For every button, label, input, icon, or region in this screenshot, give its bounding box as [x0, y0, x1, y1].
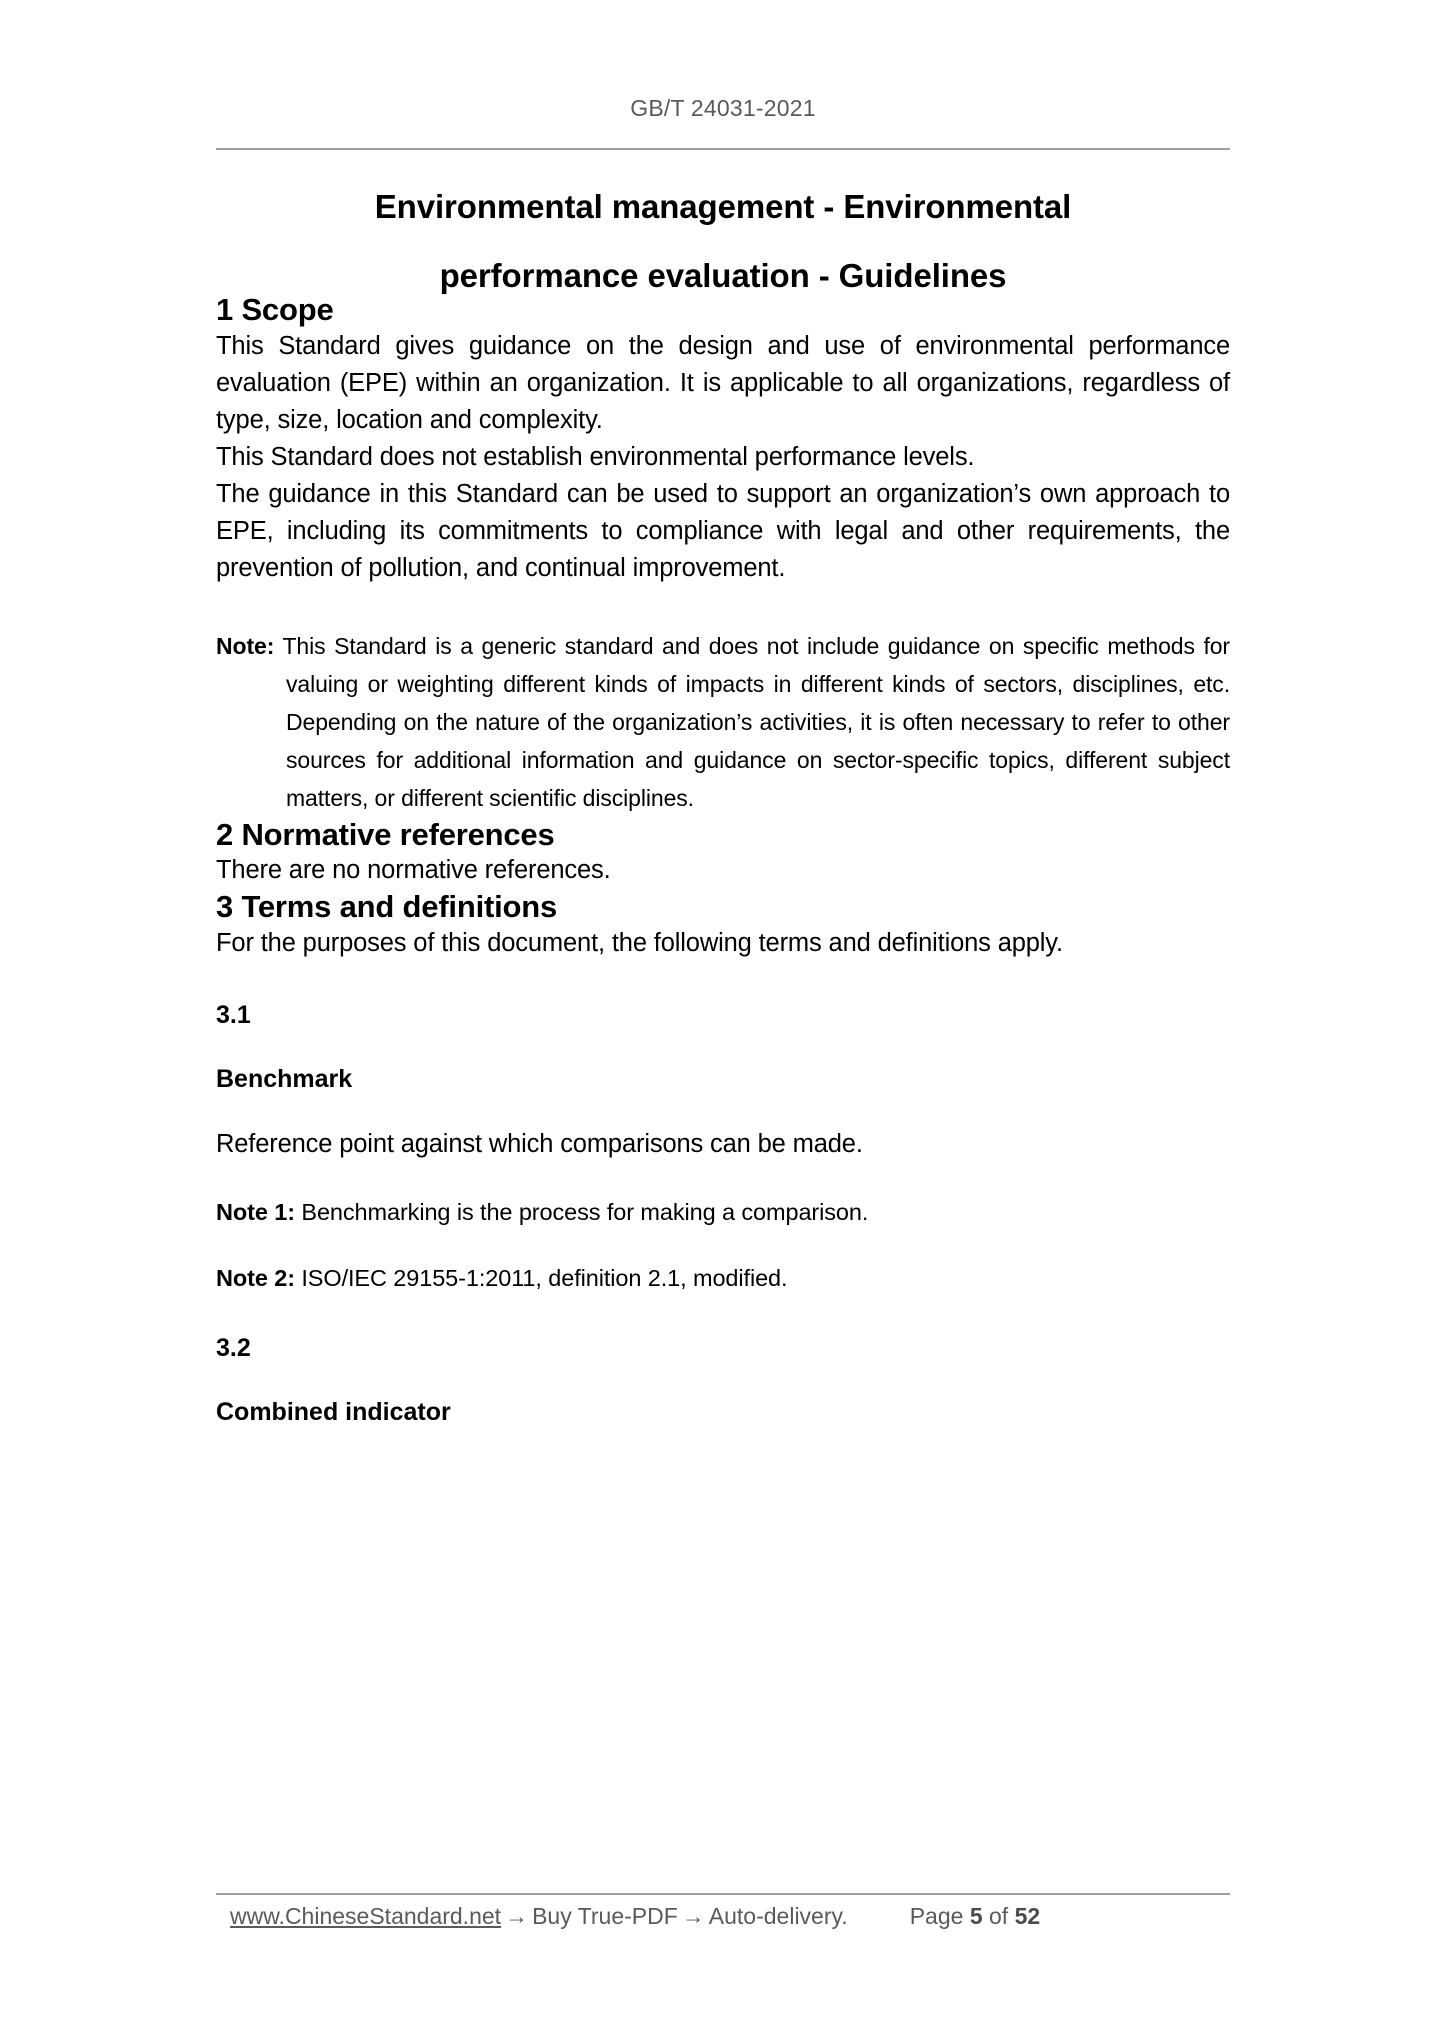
footer-delivery-label: Auto-delivery. [708, 1903, 848, 1929]
normative-references-paragraph: There are no normative references. [216, 856, 611, 885]
footer-arrow-2-icon: → [681, 1903, 705, 1929]
footer-buy-label: Buy True-PDF [532, 1903, 678, 1929]
scope-paragraph-2: This Standard does not establish environmental performance levels. [216, 442, 975, 471]
footer-arrow-1-icon: → [505, 1903, 529, 1929]
term-definition-3-1: Reference point against which comparisons can be made. [216, 1129, 863, 1158]
heading-normative-references: 2 Normative references [216, 816, 555, 852]
scope-paragraph-3: The guidance in this Standard can be used to support an organization’s own approach to EPE, including its commitments to compliance with legal and other requirements, the prevention of pollution, and continual improvement. [216, 479, 1230, 582]
page-footer [216, 1903, 1230, 1943]
footer-page-total: 52 [1014, 1903, 1041, 1929]
scope-paragraph-1: This Standard gives guidance on the design and use of environmental performance evaluation (EPE) within an organization. It is applicable to all organizations, regardless of type, size, location and complexity. [216, 331, 1230, 434]
heading-terms-and-definitions: 3 Terms and definitions [216, 889, 558, 925]
document-title-line-1: Environmental management - Environmental [374, 188, 1072, 225]
term-number-3-2: 3.2 [216, 1333, 251, 1362]
footer-divider [216, 1893, 1230, 1895]
scope-note-label: Note: [216, 632, 275, 659]
term-3-1-note-2 [216, 1261, 1230, 1295]
heading-scope: 1 Scope [216, 292, 334, 327]
term-3-1-note-1-text: Benchmarking is the process for making a comparison. [294, 1198, 869, 1225]
term-3-1-note-2-label: Note 2: [216, 1264, 295, 1291]
document-title-line-2: performance evaluation - Guidelines [439, 257, 1007, 294]
scope-note-text: This Standard is a generic standard and does not include guidance on specific methods for valuing or weighting different kinds of impacts in different kinds of sectors, disciplines, etc. Depending on the nature of the organization’s activities, it is often necessary to refer to other sources for additional information and guidance on sector-specific topics, different subject matters, or different scientific disciplines. [274, 632, 1230, 811]
terms-intro-paragraph: For the purposes of this document, the following terms and definitions apply. [216, 928, 1063, 957]
document-title [216, 190, 1230, 292]
footer-page-label: Page [909, 1903, 964, 1929]
footer-of-label: of [989, 1903, 1009, 1929]
footer-url-link[interactable]: www.ChineseStandard.net [230, 1903, 502, 1929]
term-3-1-note-2-text: ISO/IEC 29155-1:2011, definition 2.1, modified. [294, 1264, 788, 1291]
term-3-1-note-1-label: Note 1: [216, 1198, 295, 1225]
term-name-3-1: Benchmark [216, 1064, 353, 1093]
scope-note [216, 627, 1230, 817]
footer-promo [230, 1903, 848, 1930]
footer-pagination [910, 1903, 1040, 1930]
page-header [216, 96, 1230, 121]
header-standard-number: GB/T 24031-2021 [630, 95, 816, 121]
term-number-3-1: 3.1 [216, 1000, 251, 1029]
term-3-1-note-1 [216, 1195, 1230, 1229]
footer-page-number: 5 [969, 1903, 983, 1929]
header-divider [216, 148, 1230, 150]
document-content [216, 190, 1230, 1427]
term-name-3-2: Combined indicator [216, 1397, 451, 1426]
